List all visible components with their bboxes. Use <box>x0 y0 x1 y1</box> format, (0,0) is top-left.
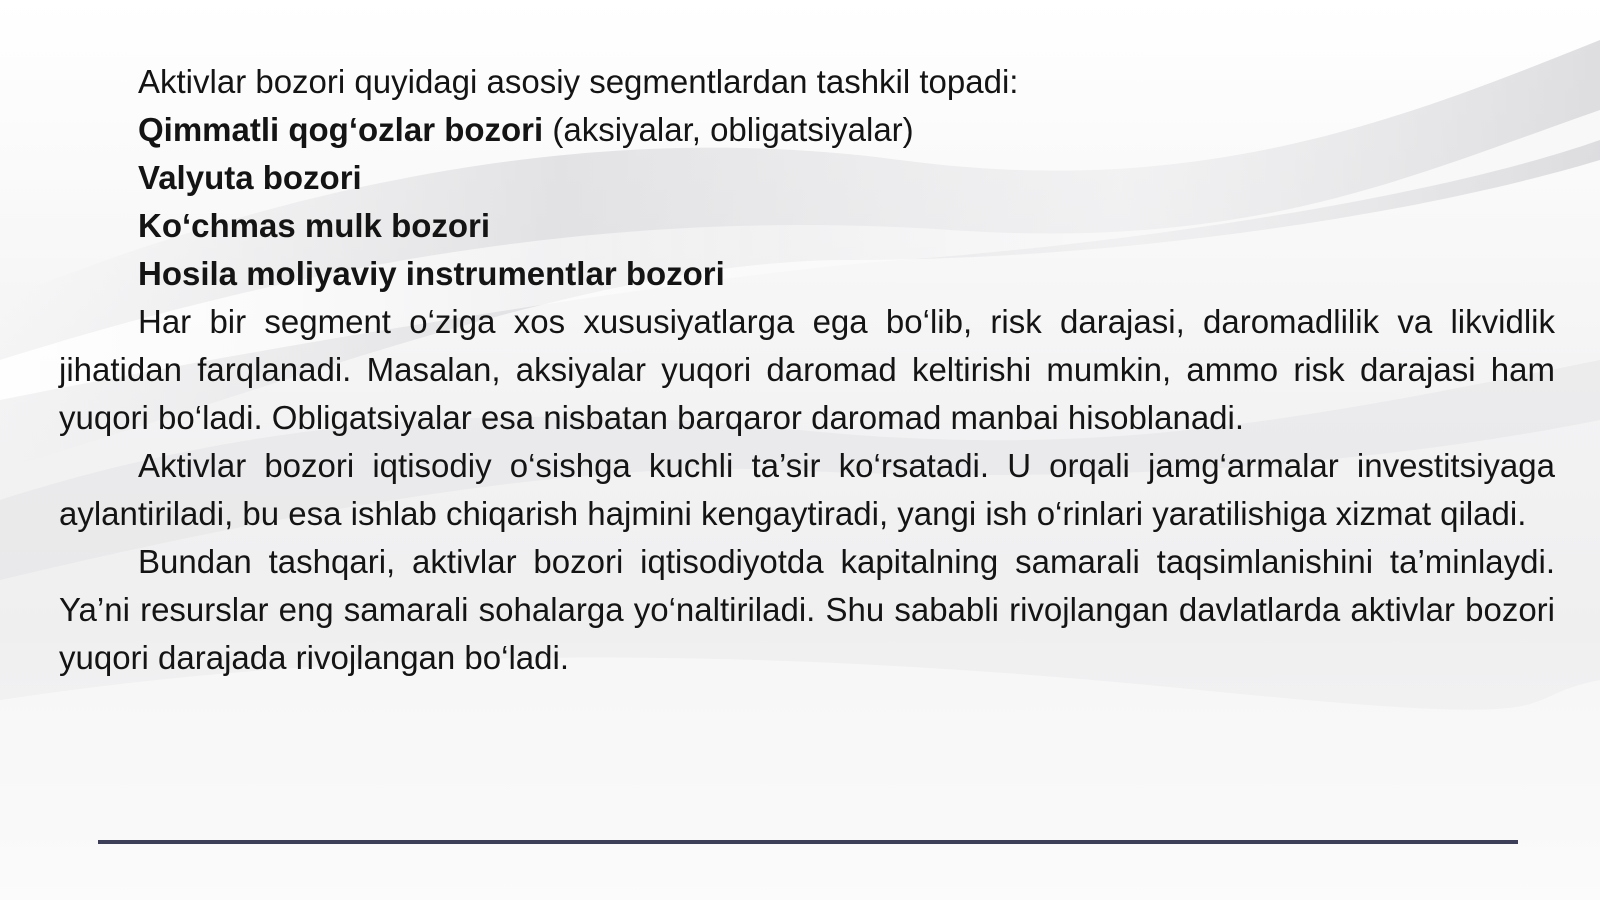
segment-title: Qimmatli qog‘ozlar bozori <box>138 111 544 148</box>
paragraph-economic-growth: Aktivlar bozori iqtisodiy o‘sishga kuchli ta’sir ko‘rsatadi. U orqali jamg‘armalar investitsiyaga aylantiriladi, bu esa ishlab chiqarish hajmini kengaytiradi, yangi ish o‘rinlari yaratilishiga xizmat qiladi. <box>59 447 1555 532</box>
paragraph-capital-allocation: Bundan tashqari, aktivlar bozori iqtisodiyotda kapitalning samarali taqsimlanishini ta’minlaydi. Ya’ni resurslar eng samarali sohalarga yo‘naltiriladi. Shu sababli rivojlangan davlatlarda aktivlar bozori yuqori darajada rivojlangan bo‘ladi. <box>59 543 1555 676</box>
segment-currency-market: Valyuta bozori <box>138 159 362 196</box>
segment-derivatives-market: Hosila moliyaviy instrumentlar bozori <box>138 255 725 292</box>
paragraph-segment-characteristics: Har bir segment o‘ziga xos xususiyatlarga ega bo‘lib, risk darajasi, daromadlilik va likvidlik jihatidan farqlanadi. Masalan, aksiyalar yuqori daromad keltirishi mumkin, ammo risk darajasi ham yuqori bo‘ladi. Obligatsiyalar esa nisbatan barqaror daromad manbai hisoblanadi. <box>59 303 1555 436</box>
intro-line: Aktivlar bozori quyidagi asosiy segmentlardan tashkil topadi: <box>138 63 1019 100</box>
slide-content <box>59 58 1555 682</box>
segment-note: (aksiyalar, obligatsiyalar) <box>543 111 914 148</box>
footer-divider <box>98 840 1518 844</box>
segment-securities-market <box>59 106 1555 154</box>
segment-real-estate-market: Ko‘chmas mulk bozori <box>138 207 491 244</box>
